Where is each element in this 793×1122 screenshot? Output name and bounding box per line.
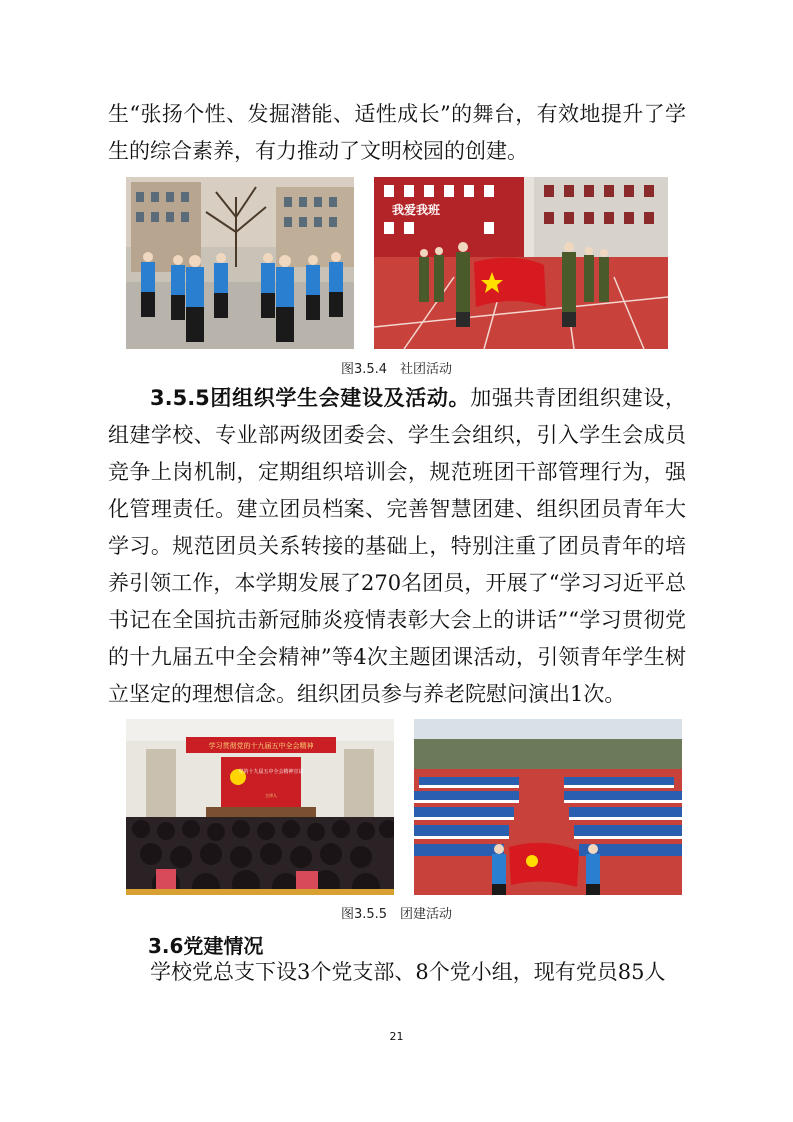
photo-field-formation <box>414 719 682 895</box>
subsection-heading: 3.5.5团组织学生会建设及活动。 <box>150 386 471 410</box>
figure-caption-club-activities: 图3.5.4 社团活动 <box>340 362 453 377</box>
paragraph-intro: 生“张扬个性、发掘潜能、适性成长”的舞台，有效地提升了学生的综合素养，有力推动了文明校园的创建。 <box>108 102 686 163</box>
banner-top-text: 学习贯彻党的十九届五中全会精神 <box>208 742 314 750</box>
screen-title-text: 党的十九届五中全会精神宣讲 <box>238 769 304 775</box>
photo-auditorium-lecture <box>126 719 394 895</box>
page-number: 21 <box>389 1030 404 1043</box>
screen-sub-text: 主讲人 <box>265 793 277 798</box>
paragraph-party-building <box>108 954 686 991</box>
photo-flag-guard <box>374 177 668 349</box>
paragraph-body: 加强共青团组织建设，组建学校、专业部两级团委会、学生会组织，引入学生会成员竞争上岗机制，定期组织培训会，规范班团干部管理行为，强化管理责任。建立团员档案、完善智慧团建、组织团员青年大学习。规范团员关系转接的基础上，特别注重了团员青年的培养引领工作，本学期发展了270名团员，开展了“学习习近平总书记在全国抗击新冠肺炎疫情表彰大会上的讲话”“学习贯彻党的十九届五中全会精神”等4次主题团课活动，引领青年学生树立坚定的理想信念。组织团员参与养老院慰问演出1次。 <box>108 386 686 706</box>
section-heading-party-building: 3.6党建情况 <box>148 934 264 958</box>
paragraph-youth-league <box>108 380 686 713</box>
figure-caption-league-activities: 图3.5.5 团建活动 <box>340 907 453 922</box>
building-sign-text: 我爱我班 <box>392 203 441 217</box>
photo-club-exercise <box>126 177 354 349</box>
paragraph-body: 学校党总支下设3个党支部、8个党小组，现有党员85人 <box>150 960 666 984</box>
